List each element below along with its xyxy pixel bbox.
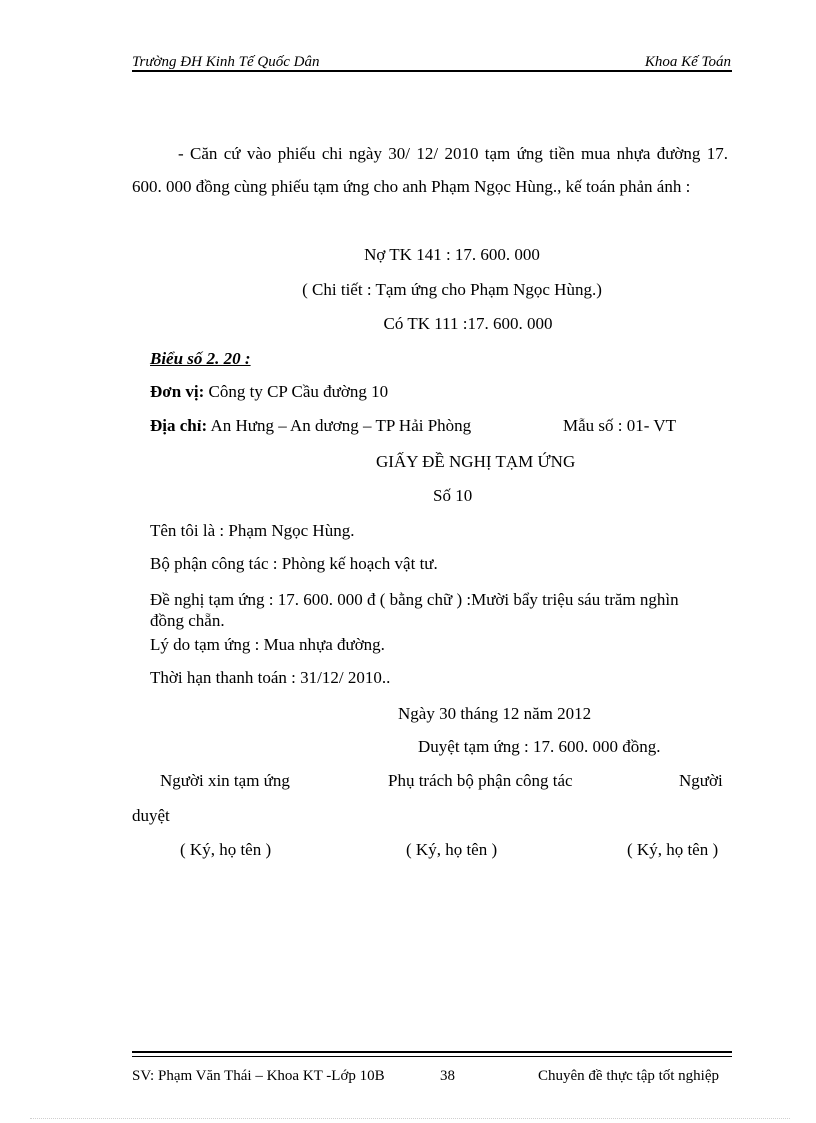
signature-requester-title: Người xin tạm ứng bbox=[160, 771, 290, 790]
don-vi-value: Công ty CP Cầu đường 10 bbox=[204, 382, 389, 401]
form-title: GIẤY ĐỀ NGHỊ TẠM ỨNG bbox=[376, 452, 576, 471]
ngay-thang: Ngày 30 tháng 12 năm 2012 bbox=[398, 704, 592, 723]
signature-department-note: ( Ký, họ tên ) bbox=[406, 840, 498, 859]
footer-rule-thin bbox=[132, 1056, 732, 1057]
bo-phan-cong-tac: Bộ phận công tác : Phòng kế hoạch vật tư. bbox=[150, 554, 438, 573]
don-vi-line bbox=[150, 382, 388, 402]
footer-rule-thick bbox=[132, 1051, 732, 1053]
dia-chi-label: Địa chỉ: bbox=[150, 416, 208, 435]
signature-approver-title-part1: Người bbox=[679, 771, 723, 790]
page-bottom-dotted-line bbox=[30, 1118, 790, 1119]
entry-debit: Nợ TK 141 : 17. 600. 000 bbox=[364, 245, 540, 264]
ly-do-tam-ung: Lý do tạm ứng : Mua nhựa đường. bbox=[150, 635, 385, 654]
signature-approver-note: ( Ký, họ tên ) bbox=[627, 840, 719, 859]
footer-topic: Chuyên đề thực tập tốt nghiệp bbox=[538, 1068, 720, 1084]
form-number: Số 10 bbox=[433, 486, 473, 505]
de-nghi-tam-ung: Đề nghị tạm ứng : 17. 600. 000 đ ( bằng chữ ) :Mười bẩy triệu sáu trăm nghìn đồng chẵn. bbox=[150, 590, 679, 630]
footer-student: SV: Phạm Văn Thái – Khoa KT -Lớp 10B bbox=[132, 1068, 385, 1084]
intro-paragraph: - Căn cứ vào phiếu chi ngày 30/ 12/ 2010 tạm ứng tiền mua nhựa đường 17. 600. 000 đồng cùng phiếu tạm ứng cho anh Phạm Ngọc Hùng., kế toán phản ánh : bbox=[132, 144, 728, 196]
bieu-so-label: Biểu số 2. 20 : bbox=[150, 349, 251, 368]
mau-so: Mẫu số : 01- VT bbox=[563, 416, 677, 435]
don-vi-label: Đơn vị: bbox=[150, 382, 205, 401]
signature-approver-title-part2: duyệt bbox=[132, 806, 170, 825]
entry-credit: Có TK 111 :17. 600. 000 bbox=[383, 314, 553, 333]
header-rule bbox=[132, 70, 732, 72]
signature-requester-note: ( Ký, họ tên ) bbox=[180, 840, 272, 859]
header-school: Trường ĐH Kinh Tế Quốc Dân bbox=[132, 54, 320, 70]
dia-chi-value: An Hưng – An dương – TP Hải Phòng bbox=[207, 416, 472, 435]
signature-department-title: Phụ trách bộ phận công tác bbox=[388, 771, 573, 790]
footer-page-number: 38 bbox=[440, 1068, 455, 1084]
thoi-han-thanh-toan: Thời hạn thanh toán : 31/12/ 2010.. bbox=[150, 668, 391, 687]
entry-detail: ( Chi tiết : Tạm ứng cho Phạm Ngọc Hùng.) bbox=[302, 280, 602, 299]
duyet-tam-ung: Duyệt tạm ứng : 17. 600. 000 đồng. bbox=[418, 737, 661, 756]
header-faculty: Khoa Kế Toán bbox=[644, 54, 731, 70]
ten-toi-la: Tên tôi là : Phạm Ngọc Hùng. bbox=[150, 521, 355, 540]
dia-chi-line bbox=[150, 416, 471, 436]
